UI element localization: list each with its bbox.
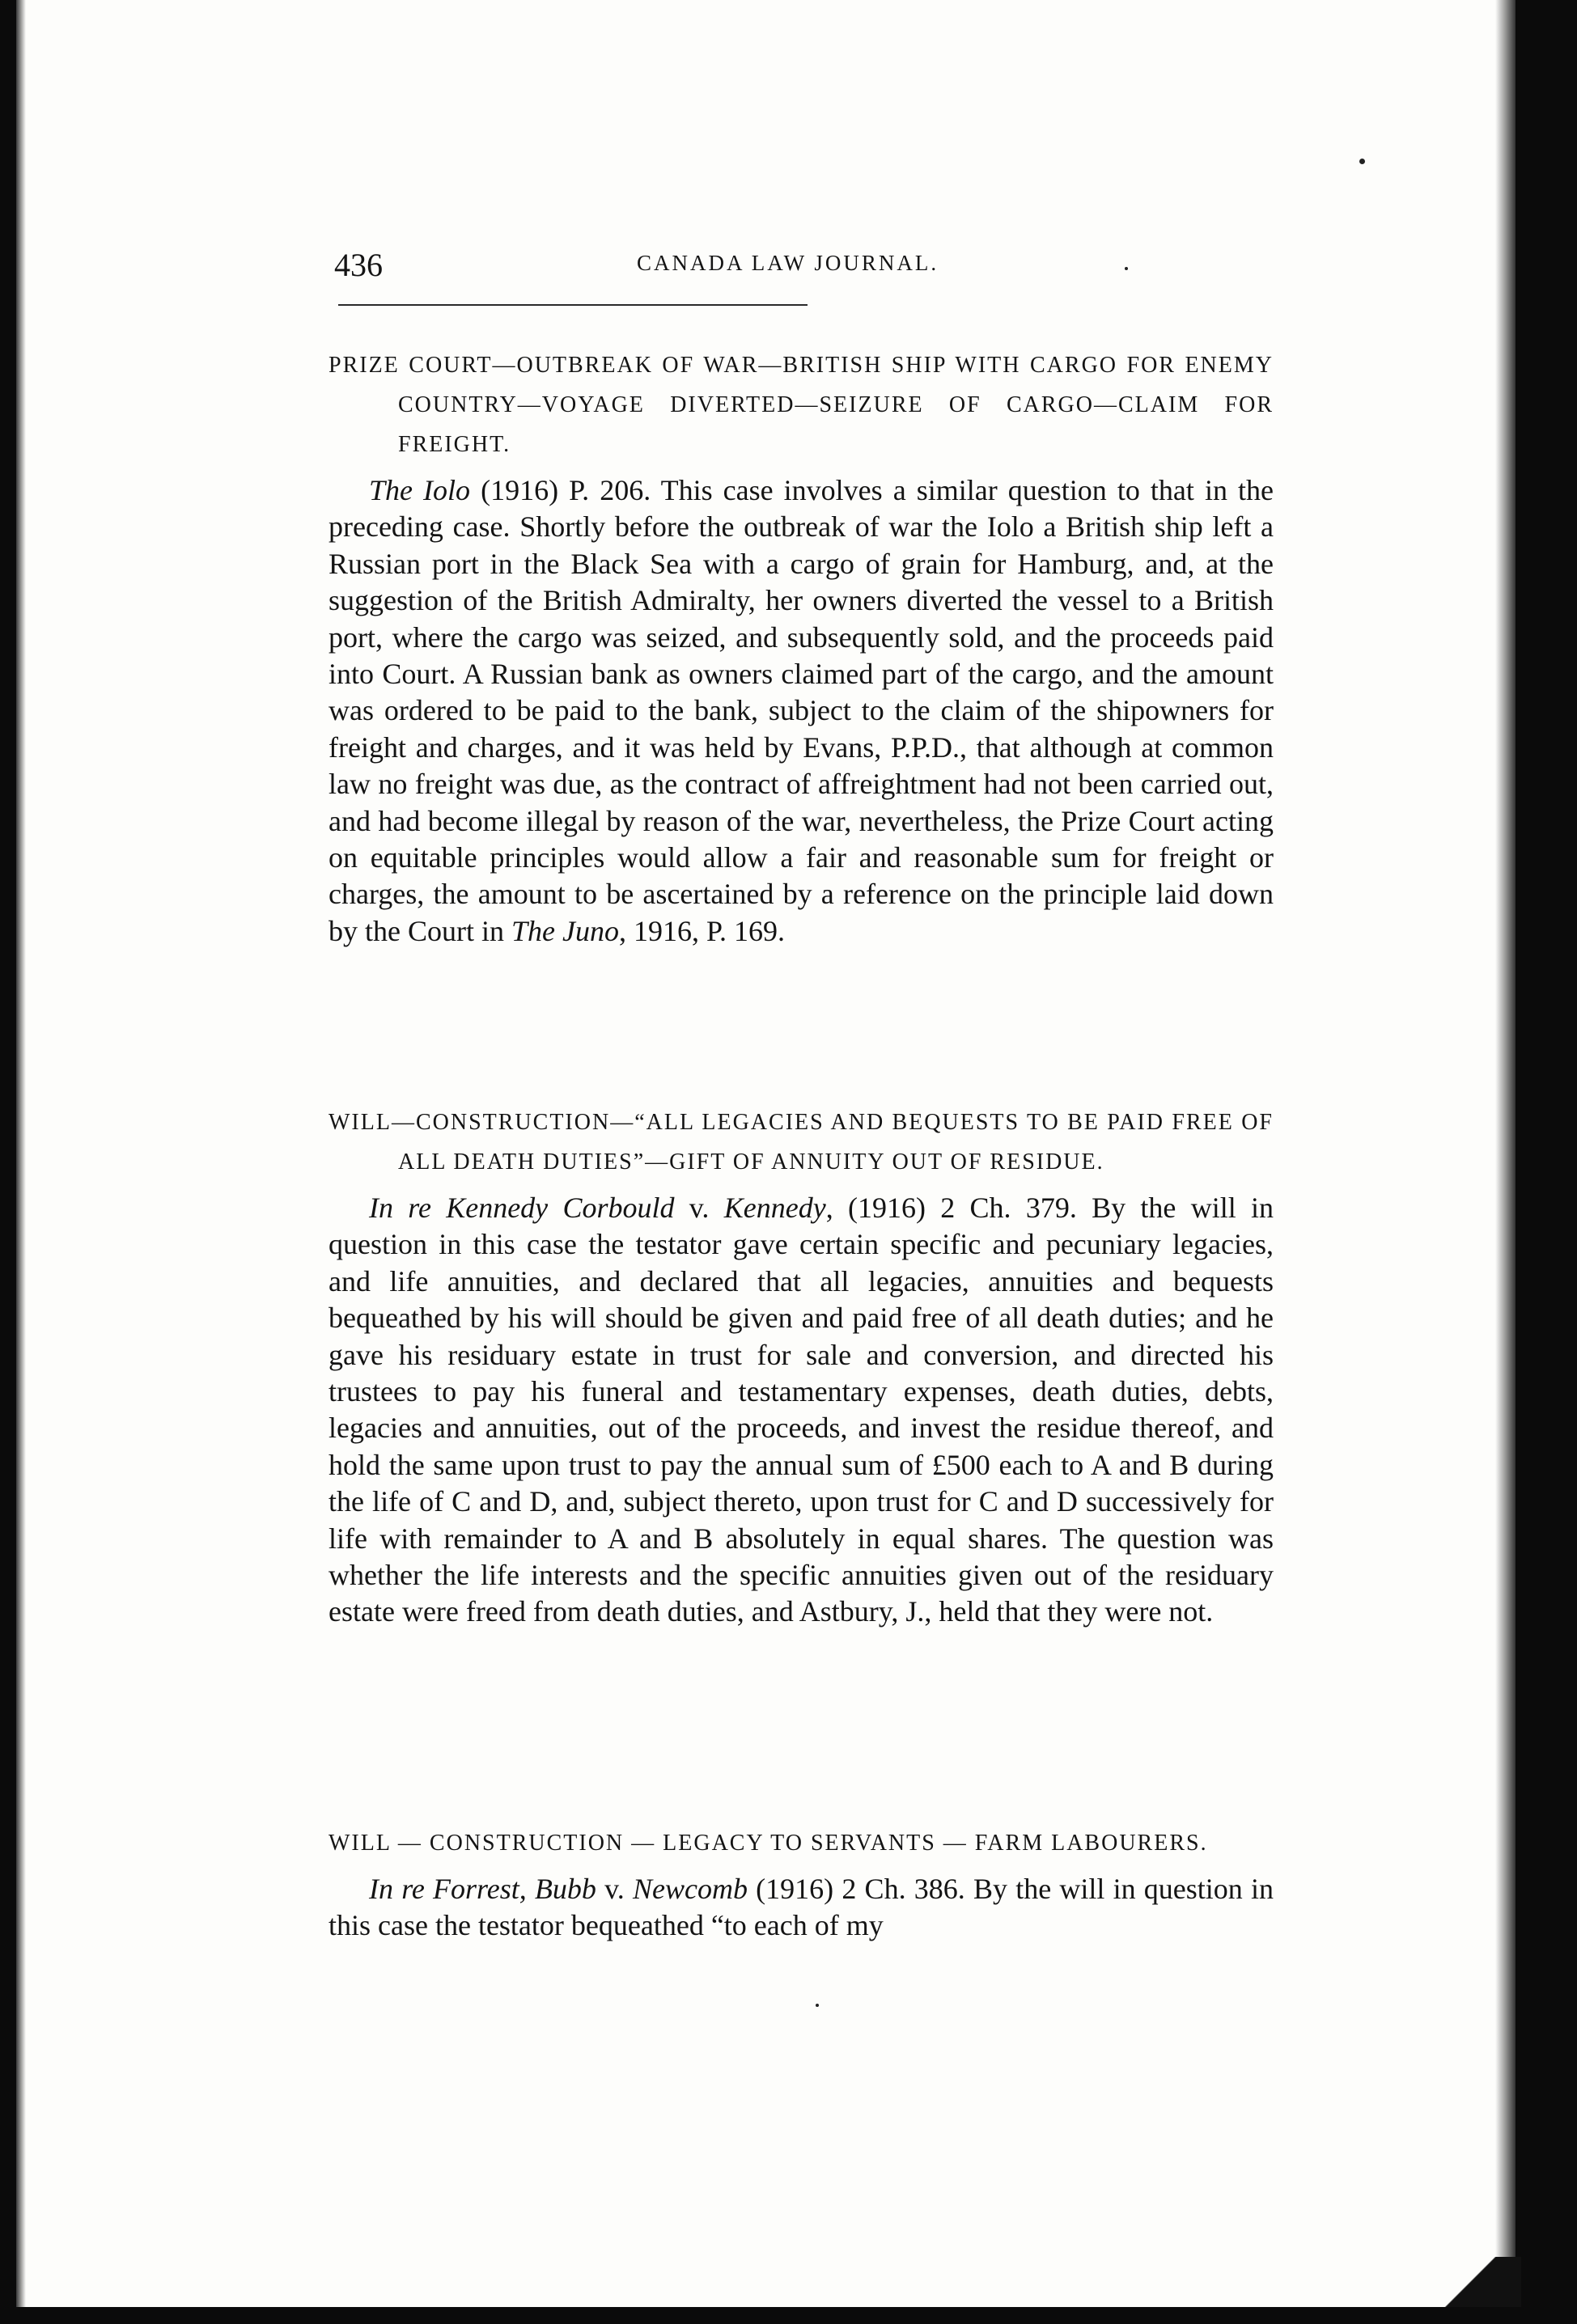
scan-edge-left-shadow (16, 0, 26, 2324)
case-name: The Iolo (369, 474, 471, 506)
scan-edge-right (1516, 0, 1577, 2324)
article-will-servants (329, 1823, 1274, 1945)
article-prize-court (329, 345, 1274, 950)
cited-case-name: The Juno (511, 914, 619, 947)
case-summary: This case involves a similar question to that in the preceding case. Shortly before the outbreak of war the Iolo a British ship left a Russian port in the Black Sea with a cargo of grain for Hamburg, and, at the suggestion of the British Admiralty, her owners diverted the vessel to a British port, where the cargo was seized, and subsequently sold, and the proceeds paid into Court. A Russian bank as owners claimed part of the cargo, and the amount was ordered to be paid to the bank, subject to the claim of the shipowners for freight and charges, and it was held by Evans, P.P.D., that although at common law no freight was due, as the contract of affreightment had not been carried out, and had become illegal by reason of the war, nevertheless, the Prize Court acting on equitable principles would allow a fair and reasonable sum for freight or charges, the amount to be ascertained by a reference on the principle laid down by the Court in (329, 474, 1274, 947)
scan-edge-right-shadow (1495, 0, 1516, 2324)
case-name-respondent: Kennedy (723, 1192, 826, 1224)
case-summary: By the will in question in this case the testator bequeathed “to each of my (329, 1873, 1274, 1942)
page-number: 436 (334, 247, 383, 283)
case-name: In re Forrest, Bubb (369, 1873, 596, 1905)
cited-case-citation: , 1916, P. 169. (618, 914, 785, 947)
section-heading: WILL — CONSTRUCTION — LEGACY TO SERVANTS — FARM LABOURERS. (329, 1831, 1208, 1856)
scan-speck (816, 2004, 819, 2007)
case-summary: By the will in question in this case the testator gave certain specific and pecuniary legacies, and life annuities, and declared that all legacies, annuities and bequests bequeathed by his will should be given and paid free of all death duties; and he gave his residuary estate in trust for sale and conversion, and directed his trustees to pay his funeral and testamentary expenses, death duties, debts, legacies and annuities, out of the proceeds, and invest the residue thereof, and hold the same upon trust to pay the annual sum of £500 each to A and B during the life of C and D, and, subject thereto, upon trust for C and D successively for life with remainder to A and B absolutely in equal shares. The question was whether the life interests and the specific annuities given out of the residuary estate were freed from death duties, and Astbury, J., held that they were not. (329, 1192, 1274, 1628)
section-heading: WILL—CONSTRUCTION—“ALL LEGACIES AND BEQUESTS TO BE PAID FREE OF ALL DEATH DUTIES”—GIFT OF ANNUITY OUT OF RESIDUE. (329, 1110, 1274, 1175)
running-header (334, 246, 1273, 286)
header-rule (338, 304, 808, 306)
case-versus: v. (674, 1192, 724, 1224)
case-citation: , (1916) 2 Ch. 379. (825, 1192, 1077, 1224)
running-title: CANADA LAW JOURNAL. (637, 251, 939, 275)
scan-edge-bottom (0, 2307, 1577, 2324)
case-citation: (1916) 2 Ch. 386. (747, 1873, 965, 1905)
section-body (329, 1190, 1274, 1631)
article-will-death-duties (329, 1103, 1274, 1631)
case-name: In re Kennedy Corbould (369, 1192, 675, 1224)
case-name-respondent: Newcomb (632, 1873, 748, 1905)
section-body (329, 1871, 1274, 1945)
section-heading: PRIZE COURT—OUTBREAK OF WAR—BRITISH SHIP WITH CARGO FOR ENEMY COUNTRY—VOYAGE DIVERTED—SEIZURE OF CARGO—CLAIM FOR FREIGHT. (329, 353, 1274, 457)
scan-speck (1359, 159, 1365, 164)
section-body (329, 472, 1274, 950)
scan-edge-left (0, 0, 16, 2324)
case-versus: v. (596, 1873, 633, 1905)
case-citation: (1916) P. 206. (470, 474, 651, 506)
